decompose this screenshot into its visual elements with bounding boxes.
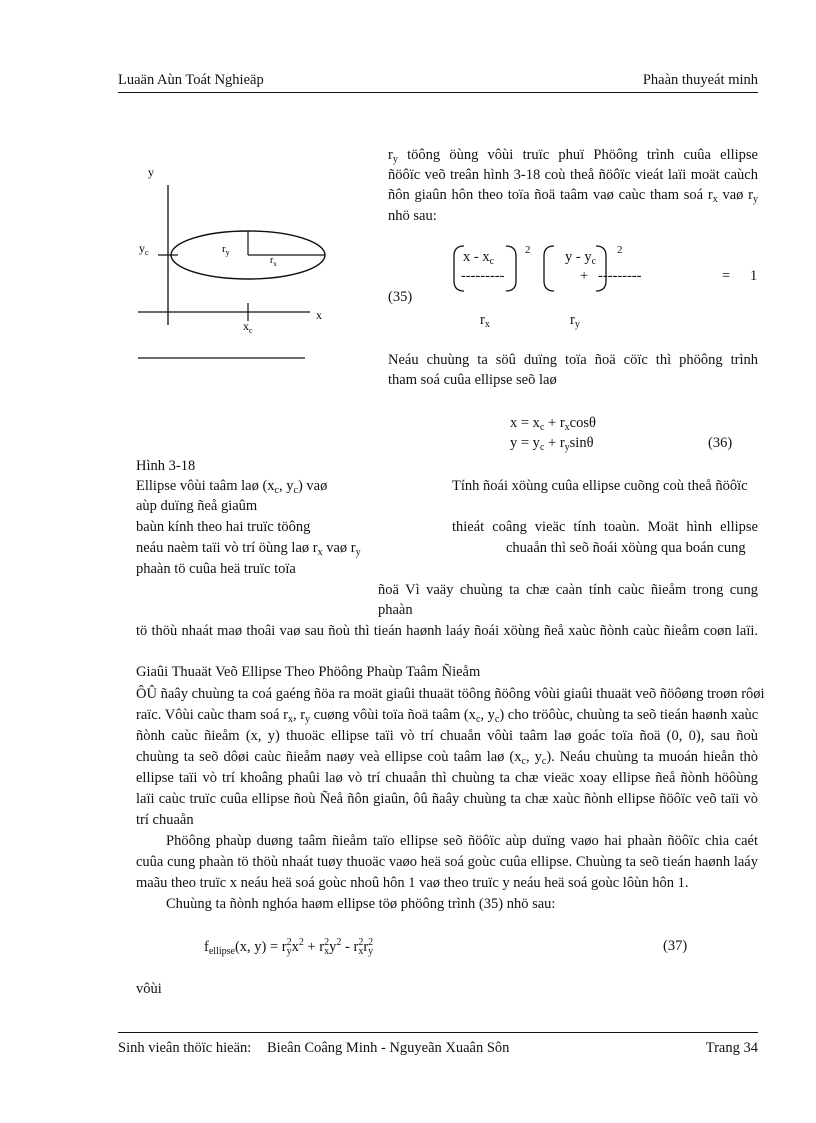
right-para-line1: $r_y$ töông öùng vôùi truïc phuï Phöông trình cuûa ellipse <box>388 147 758 165</box>
caption-line4: neáu naèm taïi vò trí öùng laø $r_x$ vaø $r_y$ <box>136 540 361 558</box>
eq35-term1: x - $x_c$ <box>463 249 495 267</box>
eq36-line1: $x = x_c + r_x\cos\theta$ <box>510 415 596 433</box>
symmetry-line4: ñoä Vì vaäy chuùng ta chæ caàn tính caùc ñieåm trong cung <box>378 582 758 598</box>
rx-label: $r_x$ <box>270 255 277 268</box>
polar-intro-line2: tham soá cuûa ellipse seõ laø <box>388 372 557 388</box>
eq35-den1: $r_x$ <box>480 312 490 330</box>
caption-line5: phaàn tö cuûa heä truïc toïa <box>136 561 296 577</box>
eq35-exp2: 2 <box>617 244 623 256</box>
caption-line2: aùp duïng ñeå giaûm <box>136 498 258 514</box>
axis-x-label: x <box>316 308 322 322</box>
para2-line2: cuûa cung phaàn tö thöù nhaát tuøy thuoäc vaøo heä soá goùc cuûa ellipse. Chuùng ta seõ tieán haønh laáy <box>136 854 758 870</box>
yc-label: $y_c$ <box>139 241 149 257</box>
axis-y-label: y <box>148 165 154 179</box>
para2-line3: maãu theo truïc x neáu heä soá goùc nhoû hôn 1 vaø theo truïc y neáu heä soá goùc lôùn hôn 1. <box>136 875 689 891</box>
caption-title: Hình 3-18 <box>136 458 196 474</box>
trailing-text: vôùi <box>136 981 162 997</box>
eq35-term2: y - $y_c$ <box>565 249 597 267</box>
para1-line2: raïc. Vôùi caùc tham soá $r_x$, $r_y$ cuøng vôùi toïa ñoä taâm ($x_c$, $y_c$) cho tröôùc, chuùng ta seõ tieán haønh xaùc <box>136 707 759 725</box>
symmetry-line5: phaàn <box>378 602 413 618</box>
para1-line5: ellipse taïi vò trí khoâng phaûi laø vò trí chuaån thì chuùng ta chæ vieäc xoay ellipse ñeå ñònh höôùng <box>136 770 758 786</box>
eq35-one: 1 <box>750 268 758 284</box>
right-para-line4: nhö sau: <box>388 208 437 224</box>
eq35-equals: = <box>722 268 731 284</box>
right-para-line2: ñöôïc veõ treân hình 3-18 coù theå ñöôïc vieát laïi moät caùch <box>388 167 758 183</box>
ry-label: $r_y$ <box>222 243 230 257</box>
ellipse-figure <box>130 155 330 365</box>
right-para-line3: ñôn giaûn hôn theo toïa ñoä taâm vaø caùc tham soá $r_x$ vaø $r_y$ <box>388 187 758 205</box>
para1-line4: chuùng ta seõ dôøi caùc ñieåm naøy veà ellipse coù taâm laø ($x_c$, $y_c$). Neáu chuùng ta muoán hieån thò <box>136 749 759 767</box>
header-left: Luaän Aùn Toát Nghieäp <box>118 72 264 88</box>
symmetry-full-line: tö thöù nhaát maø thoâi vaø sau ñoù thì tieán haønh laáy ñoái xöùng ñeå xaùc ñònh caùc ñieåm coøn laïi. <box>136 623 758 639</box>
footer-authors: Bieân Coâng Minh - Nguyeãn Xuaân Sôn <box>267 1040 510 1056</box>
para2-line1: Phöông phaùp duøng taâm ñieåm taïo ellipse seõ ñöôïc aùp duïng vaøo hai phaàn ñöôïc chia caét <box>166 833 758 849</box>
eq35-label: (35) <box>388 289 413 305</box>
header-right: Phaàn thuyeát minh <box>642 72 758 88</box>
para3: Chuùng ta ñònh nghóa haøm ellipse töø phöông trình (35) nhö sau: <box>166 896 556 912</box>
para1-line7: trí chuaån <box>136 812 194 828</box>
eq35-den2: $r_y$ <box>570 312 580 330</box>
eq35-dash1: --------- <box>461 268 505 284</box>
caption-line3: baùn kính theo hai truïc töông <box>136 519 311 535</box>
eq36-line2: $y = y_c + r_y\sin\theta$ <box>510 435 594 453</box>
eq35-plus: + <box>580 268 589 284</box>
footer-page: Trang 34 <box>705 1040 758 1056</box>
section-title: Giaûi Thuaät Veõ Ellipse Theo Phöông Phaùp Taâm Ñieåm <box>136 664 481 680</box>
symmetry-line2: thieát coâng vieäc tính toaùn. Moät hình ellipse <box>452 519 758 535</box>
eq36-label: (36) <box>708 435 733 451</box>
eq37: $f_{ellipse}(x$, $y) = r^2_yx^2 + r^2_xy^2 - r^2_xr^2_y$ <box>204 937 374 957</box>
symmetry-line1: Tính ñoái xöùng cuûa ellipse cuõng coù theå ñöôïc <box>452 478 748 494</box>
symmetry-line3: chuaån thì seõ ñoái xöùng qua boán cung <box>506 540 746 556</box>
xc-label: $x_c$ <box>243 319 253 335</box>
eq37-label: (37) <box>663 938 688 954</box>
caption-line1: Ellipse vôùi taâm laø ($x_c$, $y_c$) vaø <box>136 478 328 496</box>
polar-intro-line1: Neáu chuùng ta söû duïng toïa ñoä cöïc thì phöông trình <box>388 352 758 368</box>
eq35-dash2: --------- <box>598 268 642 284</box>
footer-rule <box>118 1032 758 1033</box>
para1-line3: ñònh caùc ñieåm (x, y) thuoäc ellipse taïi vò trí chuaån vôùi taâm laø goác toïa ñoä (0, 0), sau ñoù <box>136 728 758 744</box>
footer-label: Sinh vieân thöïc hieän: <box>118 1040 252 1056</box>
para1-line6: laïi caùc truïc cuûa ellipse ñoù Ñeå ñôn giaûn, ôû ñaây chuùng ta chæ xaùc ñònh ellipse ñöôïc veõ taïi vò <box>136 791 758 807</box>
eq35-exp1: 2 <box>525 244 531 256</box>
header-rule <box>118 92 758 93</box>
para1-line1: ÔÛ ñaây chuùng ta coá gaéng ñöa ra moät giaûi thuaät töông ñöông vôùi giaûi thuaät veõ ñöôøng troøn rôøi <box>136 686 765 702</box>
